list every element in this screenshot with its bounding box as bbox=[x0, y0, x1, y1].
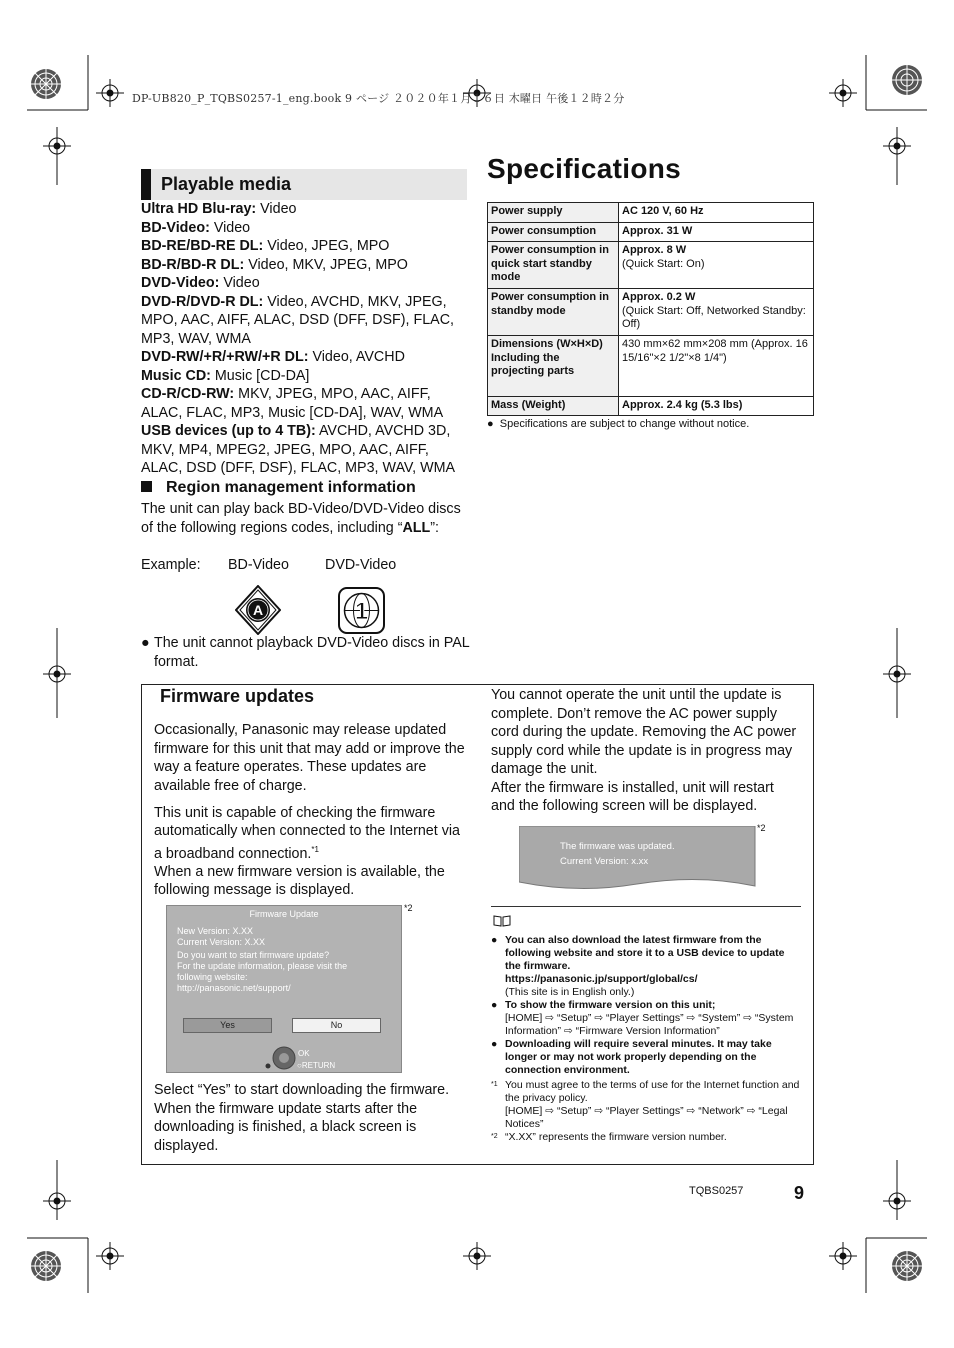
notes-divider bbox=[491, 906, 801, 907]
bullet-icon: ● bbox=[491, 999, 498, 1011]
screen1-footnote-mark: *2 bbox=[404, 903, 413, 913]
remote-dpad-icon bbox=[263, 1045, 297, 1071]
media-item: CD-R/CD-RW: MKV, JPEG, MPO, AAC, AIFF, ALAC, FLAC, MP3, Music [CD-DA], WAV, WMA bbox=[141, 386, 444, 421]
playable-media-heading bbox=[141, 169, 467, 200]
playable-media-title: Playable media bbox=[161, 174, 292, 194]
region-heading: Region management information bbox=[141, 479, 416, 497]
firmware-title: Firmware updates bbox=[160, 686, 315, 706]
firmware-right-para1: You cannot operate the unit until the update is complete. Don’t remove the AC power supply cord during the update. Removing the AC power supply cord while the update is in progress may damage the unit. bbox=[491, 687, 797, 777]
media-item: Ultra HD Blu-ray: Video bbox=[141, 201, 297, 217]
playable-media-list bbox=[141, 200, 471, 478]
table-row: Power consumption in quick start standby mode Approx. 8 W (Quick Start: On) bbox=[488, 242, 814, 289]
media-item: DVD-Video: Video bbox=[141, 275, 260, 291]
example-bd-label: BD-Video bbox=[228, 557, 289, 573]
spec-note: ● Specifications are subject to change without notice. bbox=[487, 418, 750, 430]
table-row: Mass (Weight) Approx. 2.4 kg (5.3 lbs) bbox=[488, 397, 814, 416]
footnote-2: *2 “X.XX” represents the firmware version number. bbox=[491, 1131, 727, 1143]
firmware-para1: Occasionally, Panasonic may release updated firmware for this unit that may add or improve the way a feature operates. These updates are available free of charge. bbox=[154, 722, 465, 794]
media-item: BD-R/BD-R DL: Video, MKV, JPEG, MPO bbox=[141, 256, 408, 273]
screen-yes-button[interactable]: Yes bbox=[183, 1018, 272, 1033]
firmware-para3: When a new firmware version is available, the following message is displayed. bbox=[154, 863, 445, 899]
screen2-line1: The firmware was updated. bbox=[560, 841, 675, 852]
firmware-right-column bbox=[491, 686, 801, 816]
print-header: DP-UB820_P_TQBS0257-1_eng.book 9 ページ ２０２０年１月１６日 木曜日 午後１２時２分 bbox=[132, 92, 625, 105]
firmware-left-column bbox=[154, 721, 469, 908]
bullet-icon: ● bbox=[491, 1038, 498, 1050]
screen2-line2: Current Version: x.xx bbox=[560, 856, 649, 867]
square-bullet-icon bbox=[141, 481, 152, 492]
screen-url: http://panasonic.net/support/ bbox=[177, 983, 291, 993]
media-item: USB devices (up to 4 TB): AVCHD, AVCHD 3D, MKV, MP4, MPEG2, JPEG, MPO, AAC, AIFF, ALAC, DSD (DFF, DSF), FLAC, MP3, WAV, WMA bbox=[141, 423, 456, 476]
return-legend: ○RETURN bbox=[297, 1061, 336, 1070]
screen-line: following website: bbox=[177, 972, 248, 982]
firmware-after-screen-text: Select “Yes” to start downloading the firmware. When the firmware update starts after the downloading is finished, a black screen is displayed. bbox=[154, 1082, 450, 1154]
table-row: Power consumption in standby mode Approx. 0.2 W (Quick Start: Off, Networked Standby: Off) bbox=[488, 289, 814, 336]
screen2-footnote-mark: *2 bbox=[757, 823, 766, 833]
list-item: ● To show the firmware version on this unit; [HOME] ⇨ “Setup” ⇨ “Player Settings” ⇨ “System” ⇨ “System Information” ⇨ “Firmware Version Information” bbox=[491, 999, 794, 1037]
table-row: Power supply AC 120 V, 60 Hz bbox=[488, 203, 814, 223]
media-item: DVD-R/DVD-R DL: Video, AVCHD, MKV, JPEG, MPO, AAC, AIFF, ALAC, DSD (DFF, DSF), FLAC, MP3, WAV, WMA bbox=[141, 293, 454, 347]
list-item: ● Downloading will require several minutes. It may take longer or may not work properly depending on the connection environment. bbox=[491, 1038, 772, 1076]
region-example-row bbox=[141, 557, 471, 577]
firmware-updated-screen bbox=[519, 826, 755, 892]
screen-line: For the update information, please visit the bbox=[177, 961, 348, 971]
bullet-icon: ● bbox=[491, 934, 498, 946]
media-item: BD-Video: Video bbox=[141, 219, 251, 236]
screen-no-button[interactable]: No bbox=[292, 1018, 381, 1033]
firmware-right-para2: After the firmware is installed, unit will restart and the following screen will be displayed. bbox=[491, 779, 774, 814]
footer-doc-code: TQBS0257 bbox=[689, 1185, 744, 1197]
list-item: ● You can also download the latest firmware from the following website and store it to a USB device to update the firmware. https://panasonic.jp/support/global/cs/ (This site is in English only.) bbox=[491, 934, 785, 998]
example-dvd-label: DVD-Video bbox=[325, 557, 397, 573]
dvd-region-icon bbox=[338, 587, 385, 634]
media-item: BD-RE/BD-RE DL: Video, JPEG, MPO bbox=[141, 238, 390, 254]
table-row: Power consumption Approx. 31 W bbox=[488, 223, 814, 242]
bd-region-code: A bbox=[252, 602, 264, 618]
media-item: Music CD: Music [CD-DA] bbox=[141, 367, 310, 384]
screen-title: Firmware Update bbox=[249, 909, 319, 919]
bullet-icon: ● bbox=[487, 418, 494, 430]
region-body: The unit can play back BD-Video/DVD-Video discs of the following regions codes, including “ALL”: bbox=[141, 501, 461, 536]
book-note-icon bbox=[493, 915, 511, 927]
screen-current-version: Current Version: X.XX bbox=[177, 937, 266, 947]
specifications-title: Specifications bbox=[487, 153, 682, 184]
bullet-icon: ● bbox=[141, 635, 150, 651]
dvd-region-code: 1 bbox=[354, 598, 369, 625]
pal-note: ● The unit cannot playback DVD-Video discs in PAL format. bbox=[141, 635, 470, 670]
page-number: 9 bbox=[794, 1183, 805, 1203]
media-item: DVD-RW/+R/+RW/+R DL: Video, AVCHD bbox=[141, 349, 405, 365]
heading-bar bbox=[141, 169, 151, 200]
firmware-notes bbox=[491, 915, 803, 1144]
screen-line: Do you want to start firmware update? bbox=[177, 950, 330, 960]
bd-region-icon bbox=[235, 585, 281, 635]
firmware-para2: This unit is capable of checking the firmware automatically when connected to the Internet via a broadband connection.$^{*1}$ bbox=[154, 804, 460, 862]
ok-legend: OK bbox=[298, 1049, 310, 1058]
table-row: Dimensions (W×H×D) Including the projecting parts 430 mm×62 mm×208 mm (Approx. 16 15/16"×2 1/2"×8 1/4") bbox=[488, 336, 814, 397]
screen-new-version: New Version: X.XX bbox=[177, 926, 254, 936]
example-label: Example: bbox=[141, 557, 201, 573]
specifications-table bbox=[487, 202, 814, 416]
footnote-1: *1 You must agree to the terms of use for the Internet function and the privacy policy. [HOME] ⇨ “Setup” ⇨ “Player Settings” ⇨ “Network” ⇨ “Legal Notices” bbox=[491, 1079, 800, 1130]
